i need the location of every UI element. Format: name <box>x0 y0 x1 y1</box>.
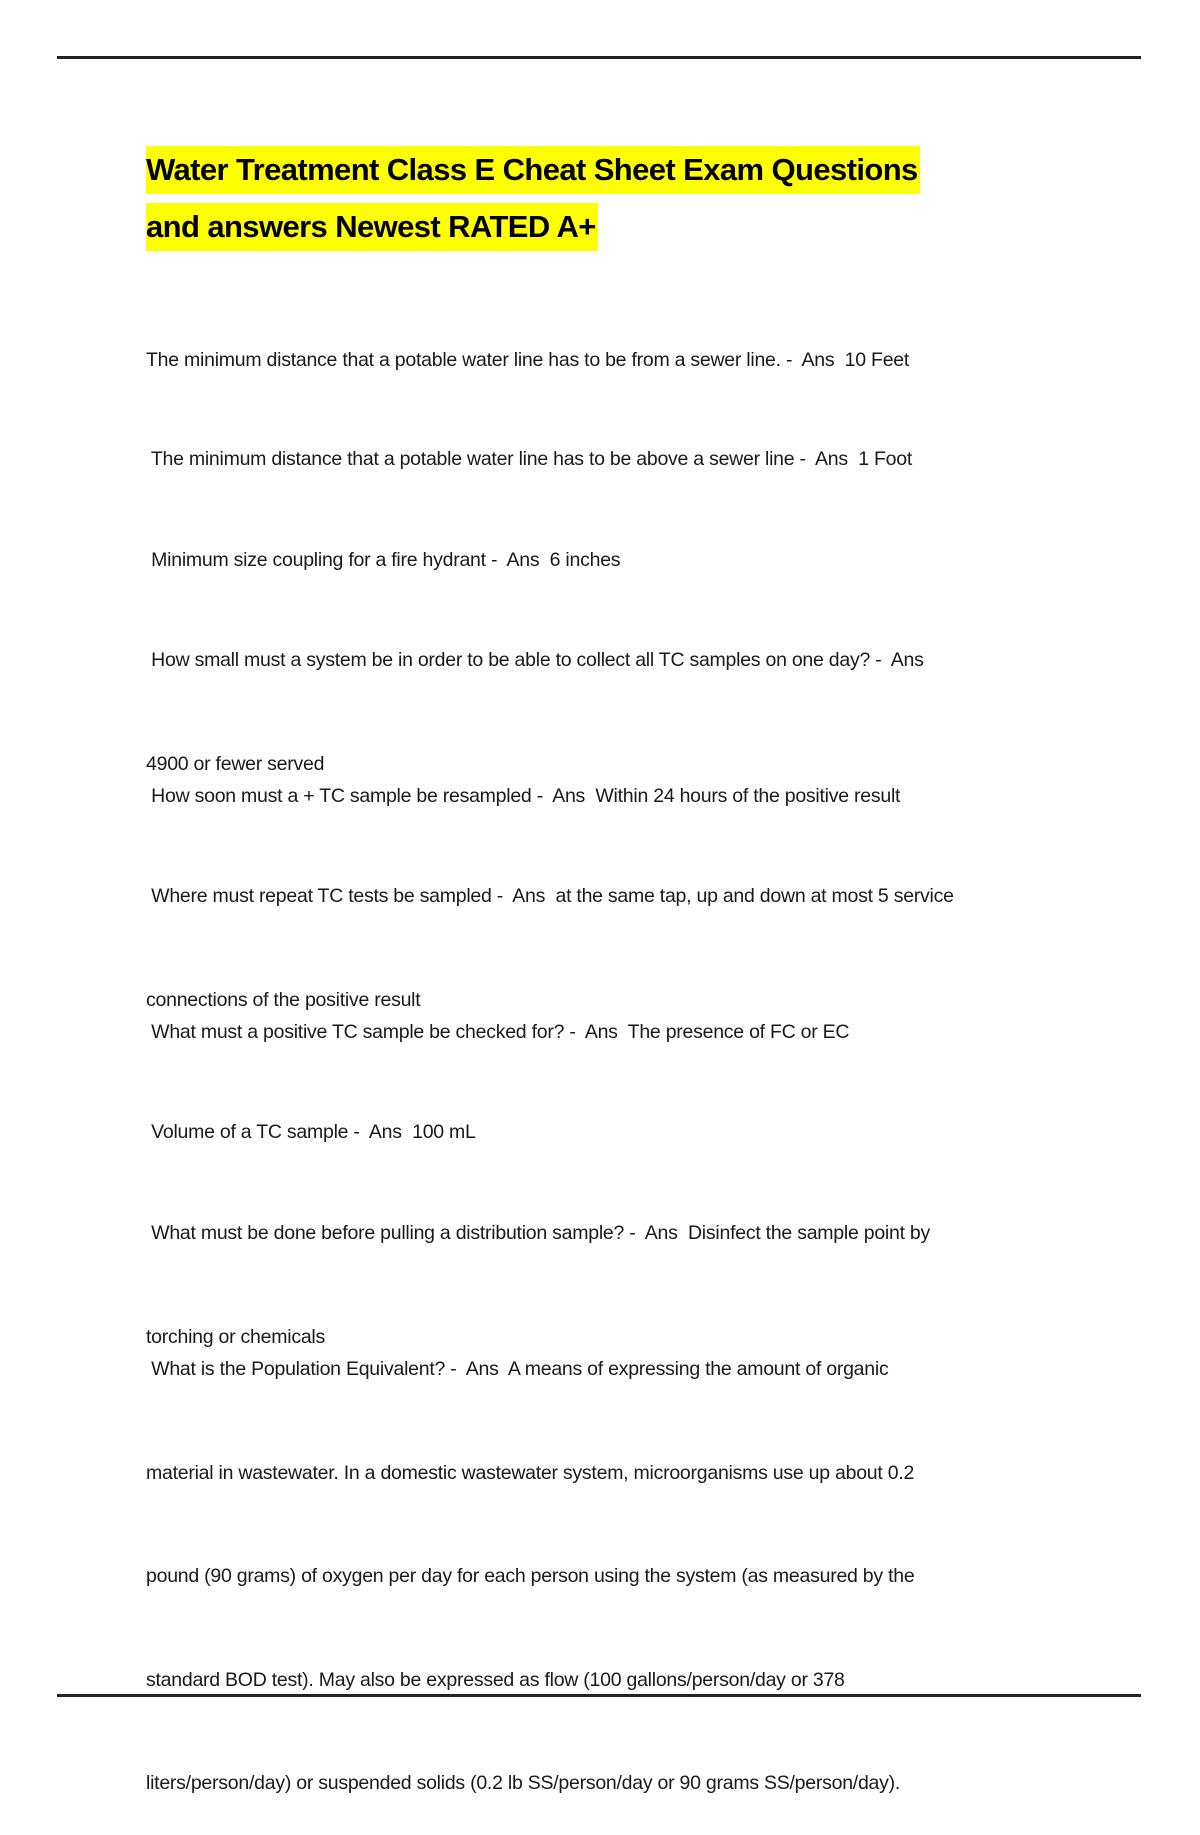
qa-line: Where must repeat TC tests be sampled - Ans at the same tap, up and down at most 5 service <box>146 885 954 907</box>
qa-line: Minimum size coupling for a fire hydrant - Ans 6 inches <box>146 549 621 571</box>
qa-line: What must be done before pulling a distribution sample? - Ans Disinfect the sample point by <box>146 1222 931 1244</box>
qa-line: What is the Population Equivalent? - Ans A means of expressing the amount of organic <box>146 1358 889 1380</box>
qa-line: standard BOD test). May also be expressed as flow (100 gallons/person/day or 378 <box>146 1668 845 1691</box>
qa-line: connections of the positive result <box>146 988 421 1011</box>
qa-line: How soon must a + TC sample be resampled - Ans Within 24 hours of the positive result <box>146 785 901 807</box>
qa-line: Volume of a TC sample - Ans 100 mL <box>146 1121 476 1143</box>
document-title-line-1: Water Treatment Class E Cheat Sheet Exam Questions <box>146 146 920 194</box>
qa-line: material in wastewater. In a domestic wastewater system, microorganisms use up about 0.2 <box>146 1461 915 1484</box>
document-title-line-2: and answers Newest RATED A+ <box>146 203 598 251</box>
qa-line: pound (90 grams) of oxygen per day for each person using the system (as measured by the <box>146 1565 915 1587</box>
qa-line: How small must a system be in order to be able to collect all TC samples on one day? - Ans <box>146 649 924 671</box>
qa-item-10 <box>146 1283 914 1835</box>
qa-line: The minimum distance that a potable water line has to be above a sewer line - Ans 1 Foot <box>146 448 912 470</box>
qa-line: liters/person/day) or suspended solids (0.2 lb SS/person/day or 90 grams SS/person/day). <box>146 1772 901 1794</box>
qa-line: The minimum distance that a potable water line has to be from a sewer line. - Ans 10 Feet <box>146 349 910 371</box>
qa-line: torching or chemicals <box>146 1325 325 1348</box>
top-rule <box>57 56 1141 59</box>
bottom-rule <box>57 1694 1141 1697</box>
qa-line: 4900 or fewer served <box>146 752 325 775</box>
qa-line: What must a positive TC sample be checked for? - Ans The presence of FC or EC <box>146 1021 850 1043</box>
